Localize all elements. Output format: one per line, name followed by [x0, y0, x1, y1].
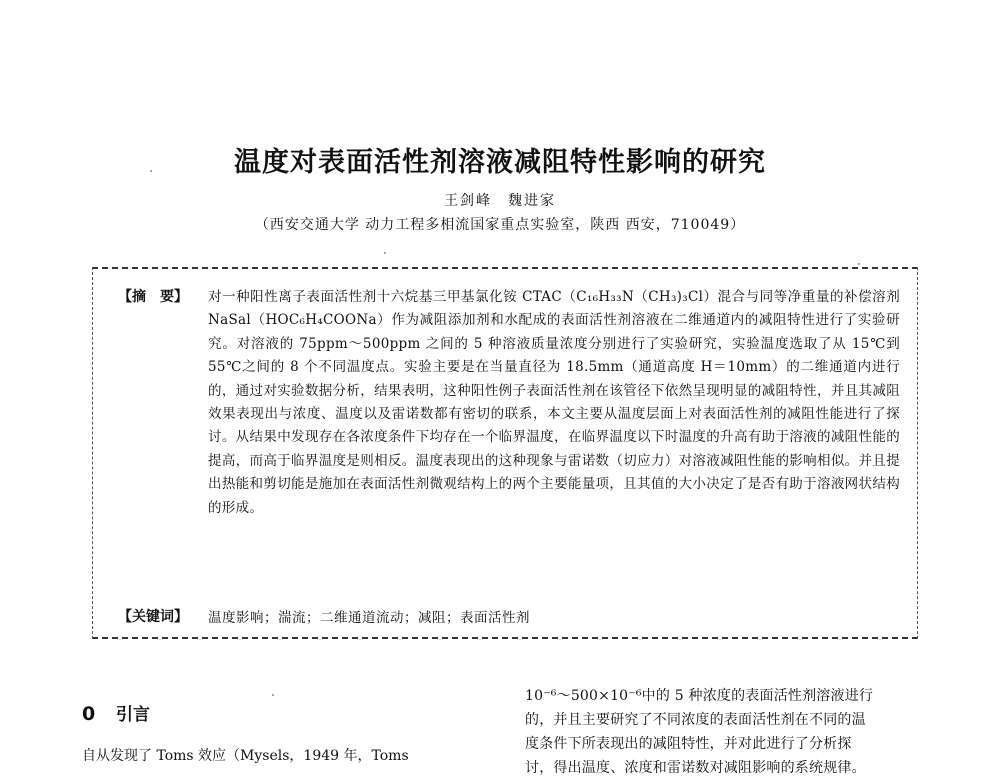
right-col-line-2: 的，并且主要研究了不同浓度的表面活性剂在不同的温	[525, 712, 866, 728]
abstract-text: 对一种阳性离子表面活性剂十六烷基三甲基氯化铵 CTAC（C₁₆H₃₃N（CH₃)₃Cl）混合与同等净重量的补偿溶剂 NaSal（HOC₆H₄COONa）作为减阻添加剂和水配成的表面活性剂溶液在二维通道内的减阻特性进行了实验研究。对溶液的 75ppm～500ppm 之间的 5 种溶液质量浓度分别进行了实验研究，实验温度选取了从 15℃到 55℃之间的 8 个不同温度点。实验主要是在当量直径为 18.5mm（通道高度 H＝10mm）的二维通道内进行的，通过对实验数据分析，结果表明，这种阳性例子表面活性剂在该管径下依然呈现明显的减阻特性，并且其减阻效果表现出与浓度、温度以及雷诺数都有密切的联系，本文主要从温度层面上对表面活性剂的减阻性能进行了探讨。从结果中发现存在各浓度条件下均存在一个临界温度，在临界温度以下时温度的升高有助于溶液的减阻性能的提高，而高于临界温度是则相反。温度表现出的这种现象与雷诺数（切应力）对溶液减阻性能的影响相似。并且提出热能和剪切能是施加在表面活性剂微观结构上的两个主要能量项，且其值的大小决定了是否有助于溶液网状结构的形成。	[208, 289, 900, 516]
right-column-text	[525, 684, 925, 780]
right-col-line-3: 度条件下所表现出的减阻特性，并对此进行了分析探	[525, 736, 852, 752]
section-title: 引言	[116, 705, 150, 725]
left-column-text: 自从发现了 Toms 效应（Mysels，1949 年，Toms	[82, 748, 409, 764]
keywords-label: 【关键词】	[118, 609, 188, 625]
right-col-line-4: 讨，得出温度、浓度和雷诺数对减阻影响的系统规律。	[525, 760, 866, 776]
scan-speck	[150, 170, 152, 172]
scan-speck	[272, 694, 274, 696]
scan-speck	[384, 252, 386, 254]
keywords-text: 温度影响；湍流；二维通道流动；减阻；表面活性剂	[208, 610, 530, 626]
section-heading	[82, 700, 150, 725]
section-number: 0	[82, 703, 96, 725]
affiliation: （西安交通大学 动力工程多相流国家重点实验室，陕西 西安，710049）	[254, 217, 746, 233]
right-col-line-1: 10⁻⁶～500×10⁻⁶中的 5 种浓度的表面活性剂溶液进行	[525, 688, 874, 704]
scan-speck	[858, 263, 860, 265]
authors: 王剑峰 魏进家	[444, 193, 556, 209]
abstract-label: 【摘 要】	[118, 289, 188, 305]
paper-title: 温度对表面活性剂溶液减阻特性影响的研究	[234, 147, 766, 178]
